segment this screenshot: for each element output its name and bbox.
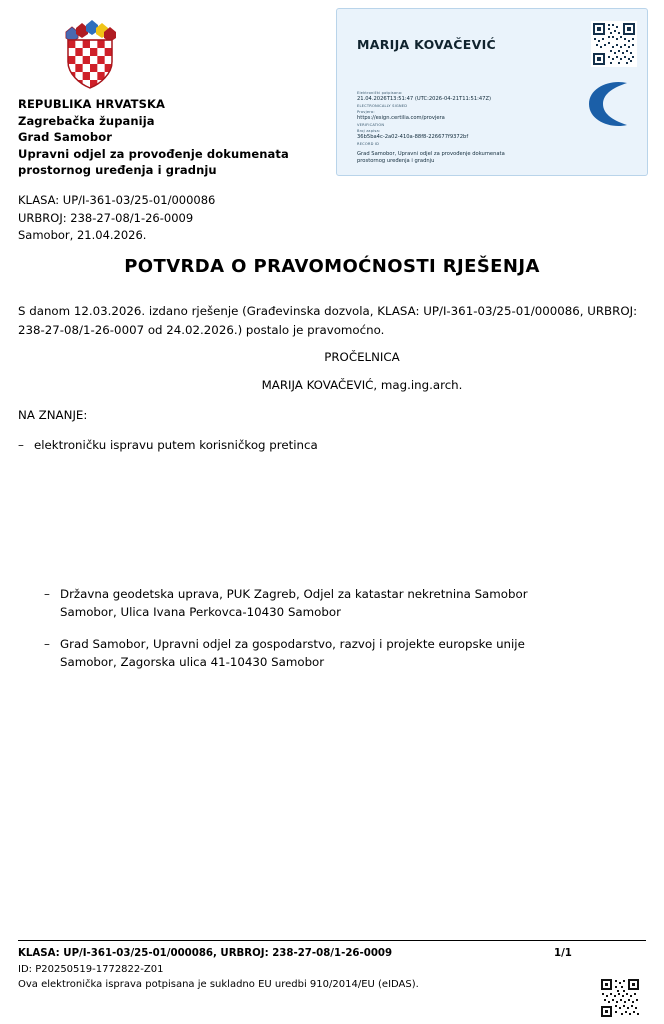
issuing-authority (18, 96, 348, 179)
recipient-address: Samobor, Ulica Ivana Perkovca-10430 Samobor (60, 604, 341, 619)
stamp-record-sub: RECORD ID (357, 141, 380, 146)
footer-qr-code-icon (600, 978, 640, 1018)
document-header (0, 0, 664, 242)
notice-item (18, 438, 318, 452)
list-item (44, 586, 644, 621)
stamp-qr-code-icon (591, 21, 637, 67)
stamp-signed-sub: ELECTRONICALLY SIGNED (357, 103, 408, 108)
stamp-details (357, 91, 567, 166)
stamp-footer-line-2: prostornog uređenja i gradnju (357, 158, 435, 165)
stamp-signed-value: 21.04.2026T13:51:47 (UTC:2026-04-21T11:51:47Z) (357, 96, 492, 102)
stamp-verify-label: Provjera: (357, 110, 375, 115)
bullet-dash-icon: – (44, 637, 50, 651)
authority-line-5: prostornog uređenja i gradnju (18, 163, 217, 177)
footer-divider (18, 940, 646, 941)
recipients-list (44, 586, 644, 686)
authority-line-4: Upravni odjel za provođenje dokumenata (18, 146, 289, 161)
notice-item-text: elektroničku ispravu putem korisničkog pretinca (34, 438, 318, 452)
stamp-record-label: Broj zapisa: (357, 129, 381, 134)
footer-id-line: ID: P20250519-1772822-Z01 (18, 963, 164, 975)
notice-label: NA ZNANJE: (18, 408, 88, 422)
klasa-line: KLASA: UP/I-361-03/25-01/000086 (18, 193, 216, 207)
urbroj-line: URBROJ: 238-27-08/1-26-0009 (18, 210, 194, 225)
authority-line-1: REPUBLIKA HRVATSKA (18, 97, 166, 111)
bullet-dash-icon: – (44, 587, 50, 601)
signer-role: PROČELNICA (324, 350, 400, 364)
stamp-verify-sub: VERIFICATION (357, 122, 385, 127)
stamp-verify-value: https://esign.certilia.com/provjera (357, 115, 445, 122)
stamp-signed-label: Elektronički potpisano: (357, 91, 403, 95)
authority-line-2: Zagrebačka županija (18, 113, 155, 128)
list-item (44, 636, 644, 671)
recipient-address: Samobor, Zagorska ulica 41-10430 Samobor (60, 654, 325, 669)
stamp-signer-name: MARIJA KOVAČEVIĆ (357, 37, 496, 52)
document-title: POTVRDA O PRAVOMOĆNOSTI RJEŠENJA (124, 256, 540, 277)
place-date-line: Samobor, 21.04.2026. (18, 228, 147, 242)
croatian-coat-of-arms-icon (62, 18, 118, 90)
signer-name: MARIJA KOVAČEVIĆ, mag.ing.arch. (261, 378, 463, 392)
authority-line-3: Grad Samobor (18, 130, 113, 144)
document-reference-block (18, 192, 215, 245)
document-footer (18, 946, 646, 993)
recipient-name: Državna geodetska uprava, PUK Zagreb, Odjel za katastar nekretnina Samobor (60, 587, 528, 601)
footer-reference-line (18, 946, 646, 962)
certilia-c-logo-icon (571, 73, 633, 135)
bullet-dash-icon: – (18, 438, 24, 452)
footer-legal-line: Ova elektronička isprava potpisana je sukladno EU uredbi 910/2014/EU (eIDAS). (18, 979, 419, 990)
footer-refs: KLASA: UP/I-361-03/25-01/000086, URBROJ: 238-27-08/1-26-0009 (18, 948, 393, 959)
electronic-signature-stamp (336, 8, 648, 176)
body-paragraph: S danom 12.03.2026. izdano rješenje (Građevinska dozvola, KLASA: UP/I-361-03/25-01/000086, URBROJ: 238-27-08/1-26-0007 od 24.02.2026.) postalo je pravomoćno. (18, 304, 638, 337)
recipient-name: Grad Samobor, Upravni odjel za gospodarstvo, razvoj i projekte europske unije (60, 637, 525, 651)
page-number: 1/1 (554, 948, 572, 959)
stamp-record-value: 36b5ba4c-2a02-410a-88f8-226677f9372bf (357, 134, 469, 141)
stamp-footer-line-1: Grad Samobor, Upravni odjel za provođenje dokumenata (357, 150, 505, 157)
